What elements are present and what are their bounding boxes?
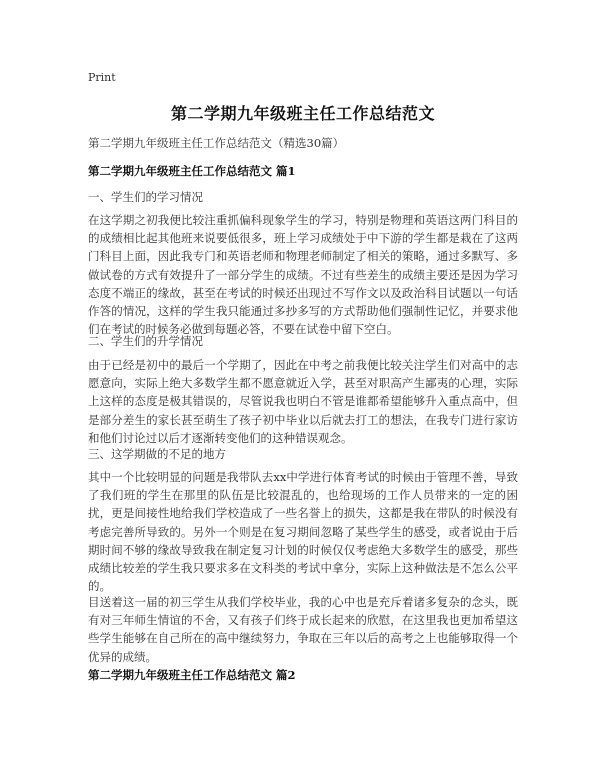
section-3-paragraph: 其中一个比较明显的问题是我带队去xx中学进行体育考试的时候由于管理不善，导致了我们班的学生在那里的队伍是比较混乱的，也给现场的工作人员带来的一定的困扰，更是间接性地给我们学校造成了一些名誉上的损失，这都是我在带队的时候没有考虑完善所导致的。另外一个则是在复习期间忽略了某些学生的感受，或者说由于后期时间不够的缘故导致我在制定复习计划的时候仅仅考虑绝大多数学生的感受，那些成绩比较差的学生我只要求多在文科类的考试中拿分，实际上这种做法是不怎么公平的。 [88, 470, 518, 594]
page-title: 第二学期九年级班主任工作总结范文 [170, 104, 435, 123]
article-2-heading: 第二学期九年级班主任工作总结范文 篇2 [88, 668, 296, 682]
document-subtitle: 第二学期九年级班主任工作总结范文（精选30篇） [88, 136, 345, 150]
article-1-heading: 第二学期九年级班主任工作总结范文 篇1 [88, 164, 296, 178]
section-3-title: 三、这学期做的不足的地方 [88, 447, 226, 461]
section-1-paragraph: 在这学期之初我便比较注重抓偏科现象学生的学习，特别是物理和英语这两门科目的的成绩相比起其他班来说要低很多，班上学习成绩处于中下游的学生都是栽在了这两门科目上面，因此我专门和英语老师和物理老师制定了相关的策略，通过多默写、多做试卷的方式有效提升了一部分学生的成绩。不过有些差生的成绩主要还是因为学习态度不端正的缘故，甚至在考试的时候还出现过不写作文以及政治科目试题以一句话作答的情况，这样的学生我只能通过多抄多写的方式帮助他们强制性记忆，并要求他们在考试的时候务必做到每题必答，不要在试卷中留下空白。 [88, 213, 518, 337]
section-1-title: 一、学生们的学习情况 [88, 190, 203, 204]
section-2-title: 二、学生们的升学情况 [88, 334, 203, 348]
section-2-paragraph: 由于已经是初中的最后一个学期了，因此在中考之前我便比较关注学生们对高中的志愿意向，实际上绝大多数学生都不愿意就近入学，甚至对职高产生鄙夷的心理，实际上这样的态度是极其错误的，尽管说我也明白不管是谁都希望能够升入重点高中，但是部分差生的家长甚至萌生了孩子初中毕业以后就去打工的想法，在我专门进行家访和他们讨论过以后才逐渐转变他们的这种错误观念。 [88, 358, 518, 445]
print-link[interactable]: Print [88, 71, 116, 84]
closing-paragraph: 目送着这一届的初三学生从我们学校毕业，我的心中也是充斥着诸多复杂的念头，既有对三年师生情谊的不舍，又有孩子们终于成长起来的欣慰，在这里我也更加希望这些学生能够在自己所在的高中继续努力，争取在三年以后的高考之上也能够取得一个优异的成绩。 [88, 595, 518, 664]
